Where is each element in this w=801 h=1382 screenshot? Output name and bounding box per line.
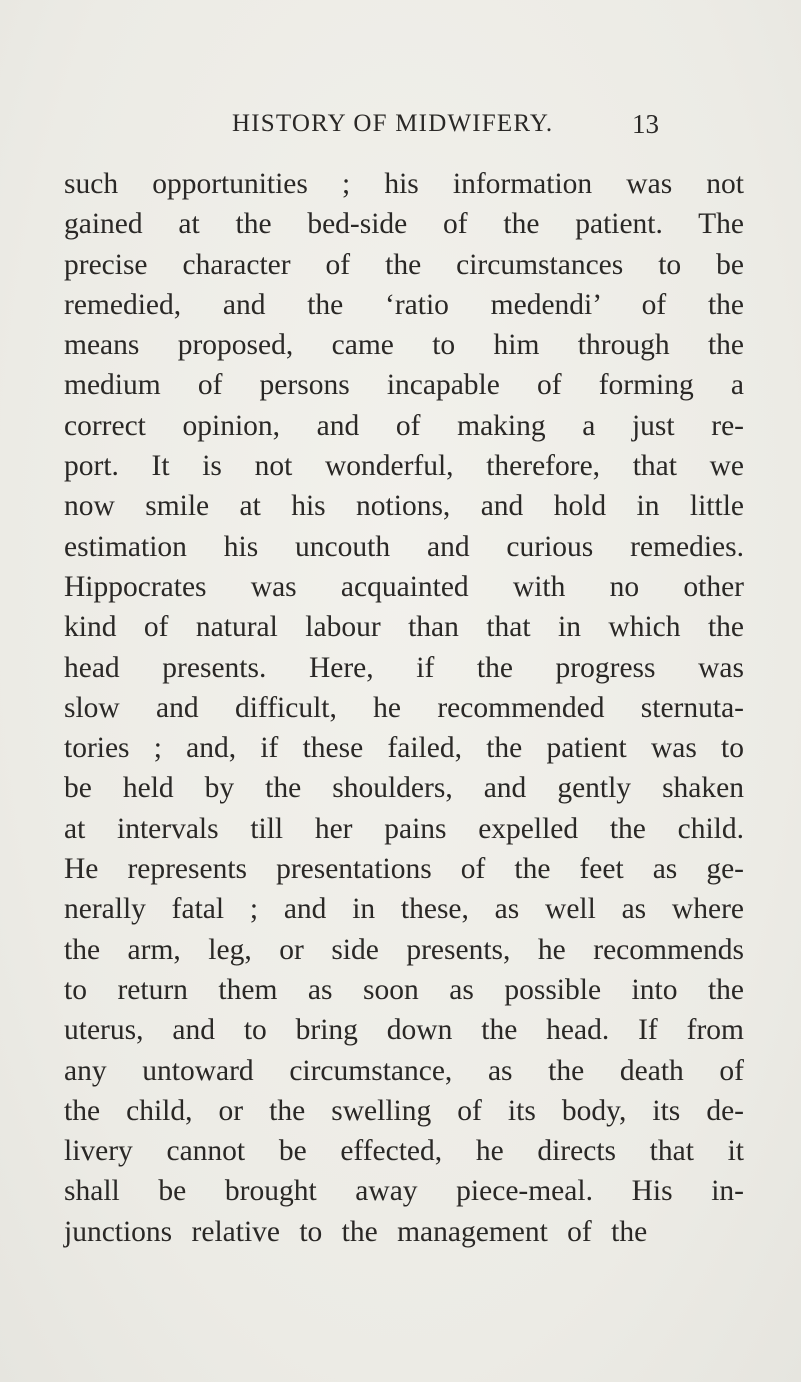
text-line: nerally fatal ; and in these, as well as where bbox=[64, 893, 744, 926]
text-line: kind of natural labour than that in which the bbox=[64, 611, 744, 644]
text-line: livery cannot be effected, he directs that it bbox=[64, 1135, 744, 1168]
text-line: port. It is not wonderful, therefore, that we bbox=[64, 450, 744, 483]
text-line: be held by the shoulders, and gently shaken bbox=[64, 772, 744, 805]
text-line: remedied, and the ‘ratio medendi’ of the bbox=[64, 288, 744, 321]
text-line: at intervals till her pains expelled the child. bbox=[64, 812, 744, 845]
page-number: 13 bbox=[632, 109, 659, 139]
text-line: to return them as soon as possible into the bbox=[64, 973, 744, 1006]
text-line: head presents. Here, if the progress was bbox=[64, 651, 744, 684]
running-head bbox=[0, 104, 801, 144]
body-text bbox=[64, 164, 744, 1252]
text-line: any untoward circumstance, as the death of bbox=[64, 1054, 744, 1087]
text-line: junctions relative to the management of the bbox=[64, 1215, 648, 1248]
text-line: precise character of the circumstances to be bbox=[64, 248, 744, 281]
text-line: such opportunities ; his information was not bbox=[64, 168, 744, 200]
text-line: means proposed, came to him through the bbox=[64, 329, 744, 362]
text-line: gained at the bed-side of the patient. The bbox=[64, 208, 744, 241]
running-title: HISTORY OF MIDWIFERY. bbox=[232, 110, 554, 137]
text-line: medium of persons incapable of forming a bbox=[64, 369, 744, 402]
text-line: estimation his uncouth and curious remedies. bbox=[64, 530, 744, 563]
text-line: the arm, leg, or side presents, he recommends bbox=[64, 933, 744, 966]
text-line: slow and difficult, he recommended sternuta- bbox=[64, 691, 744, 724]
text-line: the child, or the swelling of its body, its de- bbox=[64, 1094, 744, 1127]
text-line: correct opinion, and of making a just re- bbox=[64, 409, 744, 442]
text-line: uterus, and to bring down the head. If from bbox=[64, 1014, 744, 1047]
text-line: now smile at his notions, and hold in little bbox=[64, 490, 744, 523]
text-line: tories ; and, if these failed, the patient was to bbox=[64, 732, 744, 765]
text-line: Hippocrates was acquainted with no other bbox=[64, 570, 744, 603]
text-line: shall be brought away piece-meal. His in- bbox=[64, 1175, 744, 1208]
text-line: He represents presentations of the feet as ge- bbox=[64, 853, 744, 886]
